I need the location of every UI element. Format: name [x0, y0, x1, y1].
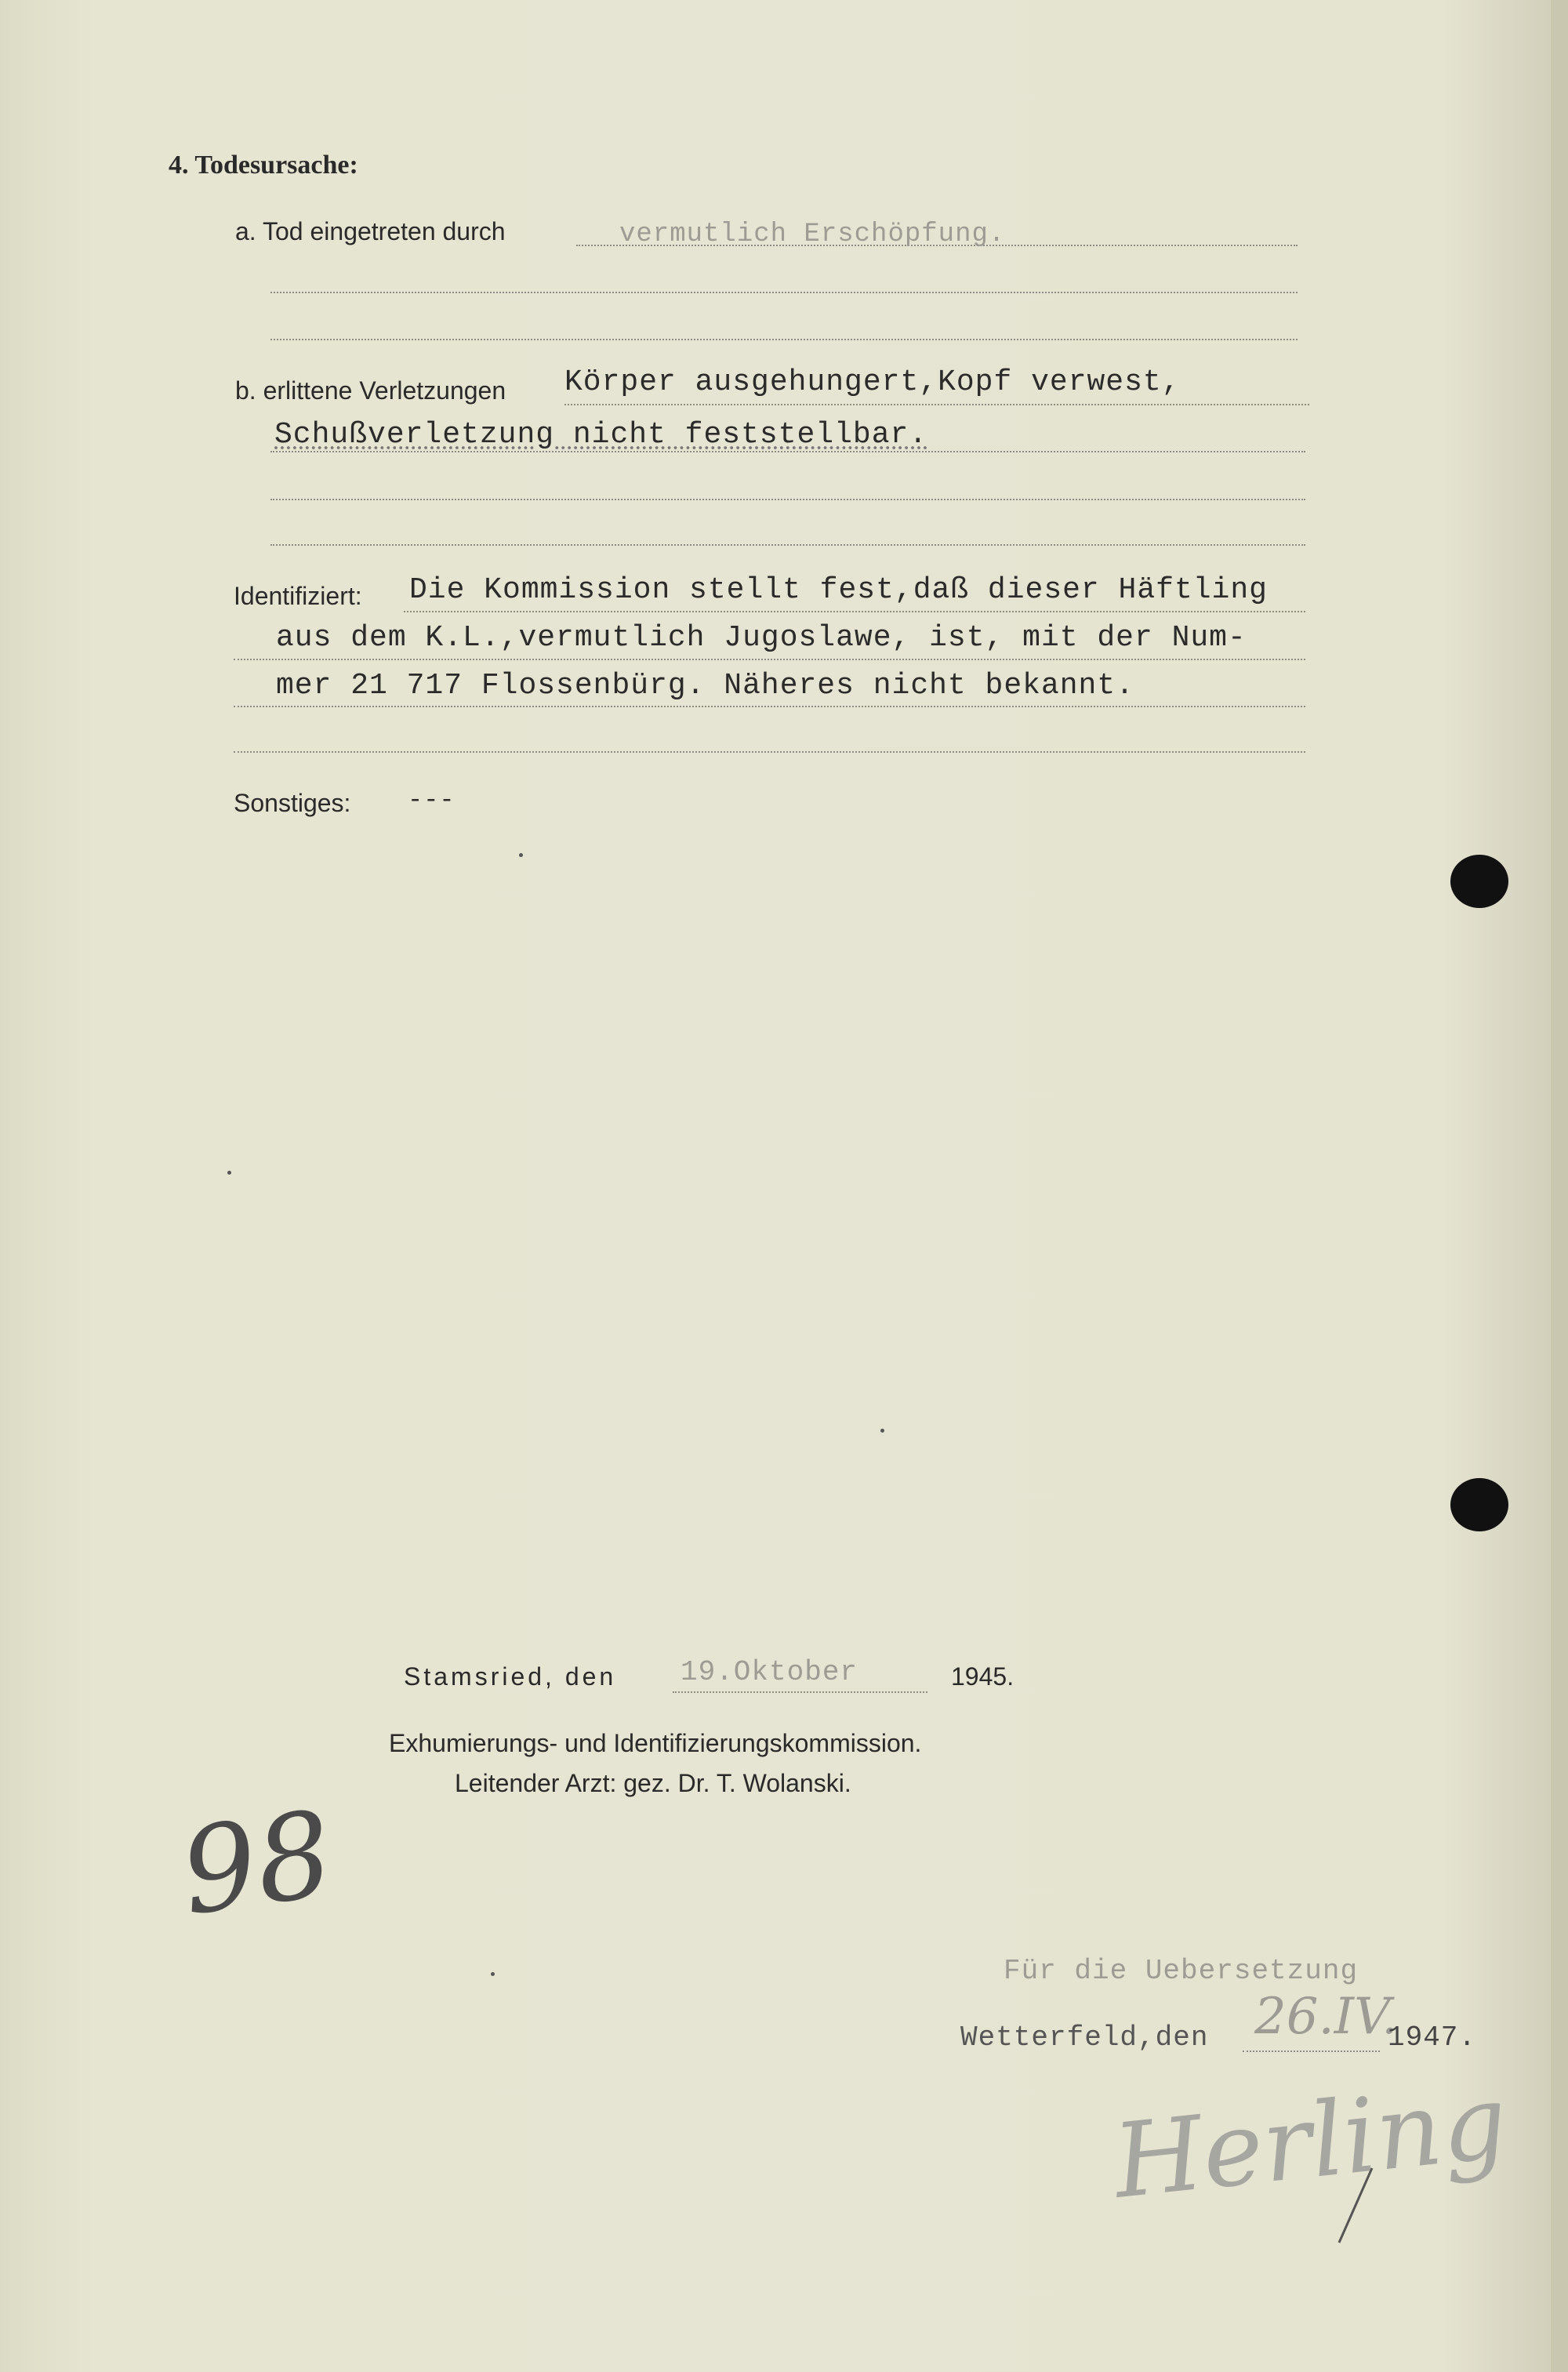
identified-line3: mer 21 717 Flossenbürg. Näheres nicht bekannt.: [276, 669, 1134, 703]
identified-label: Identifiziert:: [234, 582, 362, 610]
cause-b-value-line2: Schußverletzung nicht feststellbar.: [274, 418, 928, 452]
punch-hole-bottom: [1450, 1478, 1508, 1531]
cause-b-dotline-3: [270, 499, 1305, 500]
date-dotline: [673, 1691, 927, 1693]
translation-date-dotline: [1243, 2051, 1380, 2052]
cause-b-dotline-2: [270, 451, 1305, 452]
identified-dotline-1: [404, 611, 1305, 612]
identified-line2: aus dem K.L.,vermutlich Jugoslawe, ist, mit der Num-: [276, 621, 1247, 655]
place-label: Stamsried, den: [404, 1662, 617, 1691]
translation-date: 26.IV.: [1254, 1988, 1398, 2046]
identified-dotline-3: [234, 706, 1305, 707]
commission-doctor: Leitender Arzt: gez. Dr. T. Wolanski.: [455, 1769, 851, 1797]
cause-a-dotline-2: [270, 292, 1298, 293]
speck: [519, 853, 523, 857]
punch-hole-top: [1450, 855, 1508, 908]
other-label: Sonstiges:: [234, 789, 351, 817]
cause-b-value-line1: Körper ausgehungert,Kopf verwest,: [564, 365, 1181, 399]
other-value: ---: [408, 786, 456, 815]
speck: [491, 1972, 495, 1976]
identified-line1: Die Kommission stellt fest,daß dieser Häftling: [409, 573, 1268, 607]
page-edge: [1551, 0, 1568, 2372]
cause-b-label: b. erlittene Verletzungen: [235, 376, 506, 405]
speck: [227, 1171, 231, 1175]
cause-b-dotline-1: [564, 404, 1309, 405]
cause-a-dotline-3: [270, 339, 1298, 340]
year-value: 1945.: [951, 1662, 1014, 1691]
identified-dotline-4: [234, 751, 1305, 753]
cause-a-label: a. Tod eingetreten durch: [235, 217, 506, 245]
commission-name: Exhumierungs- und Identifizierungskommission.: [389, 1729, 922, 1757]
translation-line1: Für die Uebersetzung: [1004, 1955, 1359, 1987]
translation-year: 1947.: [1388, 2021, 1477, 2054]
section-heading: 4. Todesursache:: [169, 151, 358, 180]
signature-stroke: [1325, 2164, 1388, 2250]
margin-note: 98: [172, 1785, 341, 1942]
cause-a-value: vermutlich Erschöpfung.: [619, 220, 1006, 249]
cause-b-dotline-4: [270, 544, 1305, 546]
translation-place: Wetterfeld,den: [960, 2021, 1209, 2054]
date-value: 19.Oktober: [681, 1656, 858, 1688]
speck: [880, 1429, 884, 1433]
identified-dotline-2: [234, 659, 1305, 660]
translator-signature: Herling: [1108, 2061, 1513, 2221]
